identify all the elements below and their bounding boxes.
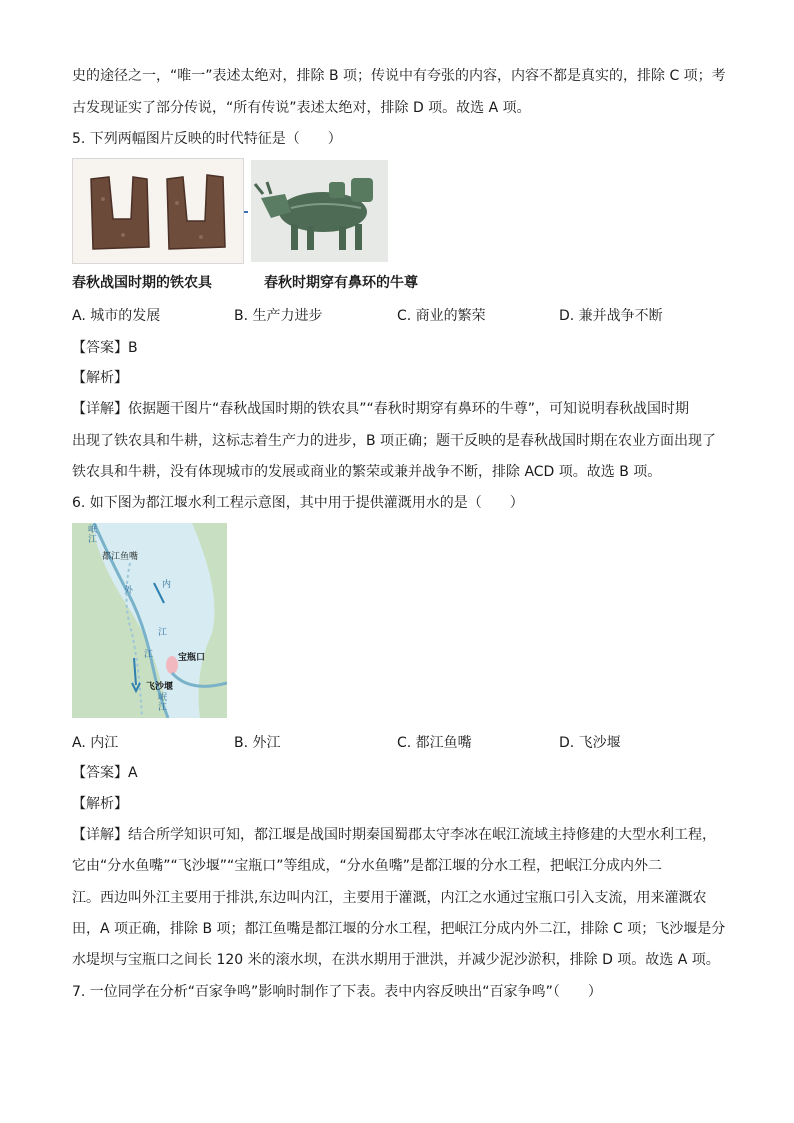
question-6: 6. 如下图为都江堰水利工程示意图，其中用于提供灌溉用水的是（ ） — [72, 495, 524, 511]
text-line: 古发现证实了部分传说，“所有传说”表述太绝对，排除 D 项。故选 A 项。 — [72, 100, 531, 116]
map-label: 江 — [144, 650, 154, 660]
image-separator-mark — [244, 211, 248, 213]
option-a: A. 城市的发展 — [72, 308, 161, 324]
option-a: A. 内江 — [72, 735, 119, 751]
text-line: 史的途径之一，“唯一”表述太绝对，排除 B 项；传说中有夸张的内容，内容不都是真实的，排除 C 项；考 — [72, 68, 726, 84]
detail-line: 铁农具和牛耕，没有体现城市的发展或商业的繁荣或兼并战争不断，排除 ACD 项。故选 B 项。 — [72, 464, 662, 480]
detail-line: 田，A 项正确，排除 B 项；都江鱼嘴是都江堰的分水工程，把岷江分成内外二江，排除 C 项；飞沙堰是分 — [72, 921, 726, 937]
detail-line: 出现了铁农具和牛耕，这标志着生产力的进步，B 项正确；题干反映的是春秋战国时期在农业方面出现了 — [72, 433, 717, 449]
map-label: 宝瓶口 — [178, 653, 206, 663]
map-label: 外 — [124, 586, 134, 596]
option-b: B. 外江 — [234, 735, 281, 751]
ox-zun-image — [251, 160, 388, 262]
detail-line: 水堤坝与宝瓶口之间长 120 米的滚水坝，在洪水期用于泄洪，并减少泥沙淤积，排除 D 项。故选 A 项。 — [72, 952, 720, 968]
answer-label: 【答案】B — [72, 340, 138, 356]
detail-line: 【详解】依据题干图片“春秋战国时期的铁农具”“春秋时期穿有鼻环的牛尊”，可知说明春秋战国时期 — [72, 401, 690, 417]
map-label: 飞沙堰 — [146, 682, 174, 692]
question-5: 5. 下列两幅图片反映的时代特征是（ ） — [72, 131, 342, 147]
map-label: 江 — [158, 628, 168, 638]
map-label: 江 — [88, 535, 98, 545]
detail-line: 【详解】结合所学知识可知，都江堰是战国时期秦国蜀郡太守李冰在岷江流域主持修建的大型水利工程， — [72, 827, 716, 843]
map-label: 岷 — [158, 693, 168, 703]
question-7: 7. 一位同学在分析“百家争鸣”影响时制作了下表。表中内容反映出“百家争鸣”（ ） — [72, 984, 602, 1000]
iron-tools-image — [72, 158, 244, 264]
option-c: C. 都江鱼嘴 — [397, 735, 472, 751]
option-d: D. 飞沙堰 — [559, 735, 621, 751]
option-b: B. 生产力进步 — [234, 308, 323, 324]
image-caption-ox-zun: 春秋时期穿有鼻环的牛尊 — [264, 275, 418, 291]
detail-line: 江。西边叫外江主要用于排洪,东边叫内江，主要用于灌溉，内江之水通过宝瓶口引入支流，用来灌溉农 — [72, 890, 707, 906]
detail-line: 它由“分水鱼嘴”“飞沙堰”“宝瓶口”等组成，“分水鱼嘴”是都江堰的分水工程，把岷江分成内外二 — [72, 858, 663, 874]
dujiangyan-map — [72, 523, 227, 718]
analysis-label: 【解析】 — [72, 370, 128, 386]
analysis-label: 【解析】 — [72, 796, 128, 812]
option-c: C. 商业的繁荣 — [397, 308, 486, 324]
map-label: 岷 — [88, 525, 98, 535]
map-label: 江 — [158, 703, 168, 713]
map-label: 都江鱼嘴 — [102, 552, 139, 562]
map-label: 内 — [162, 580, 172, 590]
image-caption-iron-tools: 春秋战国时期的铁农具 — [72, 275, 212, 291]
answer-label: 【答案】A — [72, 765, 138, 781]
option-d: D. 兼并战争不断 — [559, 308, 663, 324]
